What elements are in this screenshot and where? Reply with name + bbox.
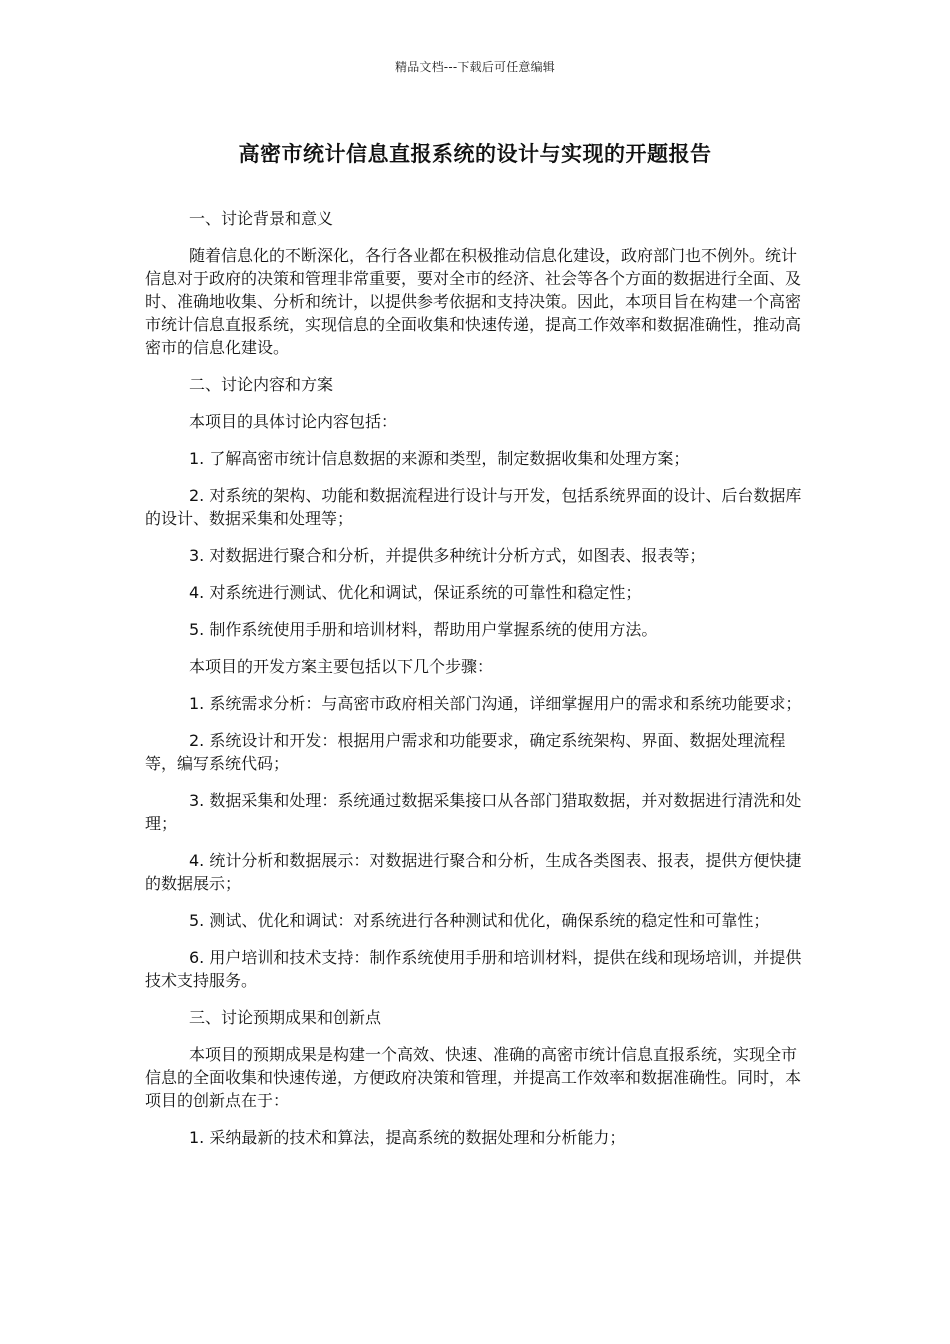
paragraph-plan-intro: 本项目的开发方案主要包括以下几个步骤：	[189, 657, 494, 676]
section-heading-outcomes: 三、讨论预期成果和创新点	[189, 1008, 382, 1027]
list-item-content-2: 2. 对系统的架构、功能和数据流程进行设计与开发，包括系统界面的设计、后台数据库的设计、数据采集和处理等；	[145, 486, 802, 528]
list-item-innovation-1: 1. 采纳最新的技术和算法，提高系统的数据处理和分析能力；	[189, 1128, 626, 1147]
paragraph-content-intro: 本项目的具体讨论内容包括：	[189, 412, 398, 431]
list-item-plan-3: 3. 数据采集和处理：系统通过数据采集接口从各部门猎取数据，并对数据进行清洗和处理；	[145, 791, 802, 833]
document-body	[145, 207, 805, 1163]
list-item-plan-5: 5. 测试、优化和调试：对系统进行各种测试和优化，确保系统的稳定性和可靠性；	[189, 911, 770, 930]
list-item-plan-1: 1. 系统需求分析：与高密市政府相关部门沟通，详细掌握用户的需求和系统功能要求；	[189, 694, 802, 713]
list-item-content-4: 4. 对系统进行测试、优化和调试，保证系统的可靠性和稳定性；	[189, 583, 642, 602]
list-item-content-1: 1. 了解高密市统计信息数据的来源和类型，制定数据收集和处理方案；	[189, 449, 690, 468]
list-item-content-5: 5. 制作系统使用手册和培训材料，帮助用户掌握系统的使用方法。	[189, 620, 658, 639]
paragraph-outcomes: 本项目的预期成果是构建一个高效、快速、准确的高密市统计信息直报系统，实现全市信息的全面收集和快速传递，方便政府决策和管理，并提高工作效率和数据准确性。同时，本项目的创新点在于：	[145, 1045, 802, 1110]
document-title: 高密市统计信息直报系统的设计与实现的开题报告	[238, 142, 712, 166]
section-heading-background: 一、讨论背景和意义	[189, 209, 334, 228]
list-item-content-3: 3. 对数据进行聚合和分析，并提供多种统计分析方式，如图表、报表等；	[189, 546, 706, 565]
list-item-plan-2: 2. 系统设计和开发：根据用户需求和功能要求，确定系统架构、界面、数据处理流程等，编写系统代码；	[145, 731, 786, 773]
page-header-note: 精品文档---下载后可任意编辑	[395, 60, 555, 74]
list-item-plan-6: 6. 用户培训和技术支持：制作系统使用手册和培训材料，提供在线和现场培训，并提供技术支持服务。	[145, 948, 802, 990]
list-item-plan-4: 4. 统计分析和数据展示：对数据进行聚合和分析，生成各类图表、报表，提供方便快捷的数据展示；	[145, 851, 802, 893]
paragraph-background: 随着信息化的不断深化，各行各业都在积极推动信息化建设，政府部门也不例外。统计信息对于政府的决策和管理非常重要，要对全市的经济、社会等各个方面的数据进行全面、及时、准确地收集、分析和统计，以提供参考依据和支持决策。因此，本项目旨在构建一个高密市统计信息直报系统，实现信息的全面收集和快速传递，提高工作效率和数据准确性，推动高密市的信息化建设。	[145, 246, 802, 357]
section-heading-content-plan: 二、讨论内容和方案	[189, 375, 334, 394]
